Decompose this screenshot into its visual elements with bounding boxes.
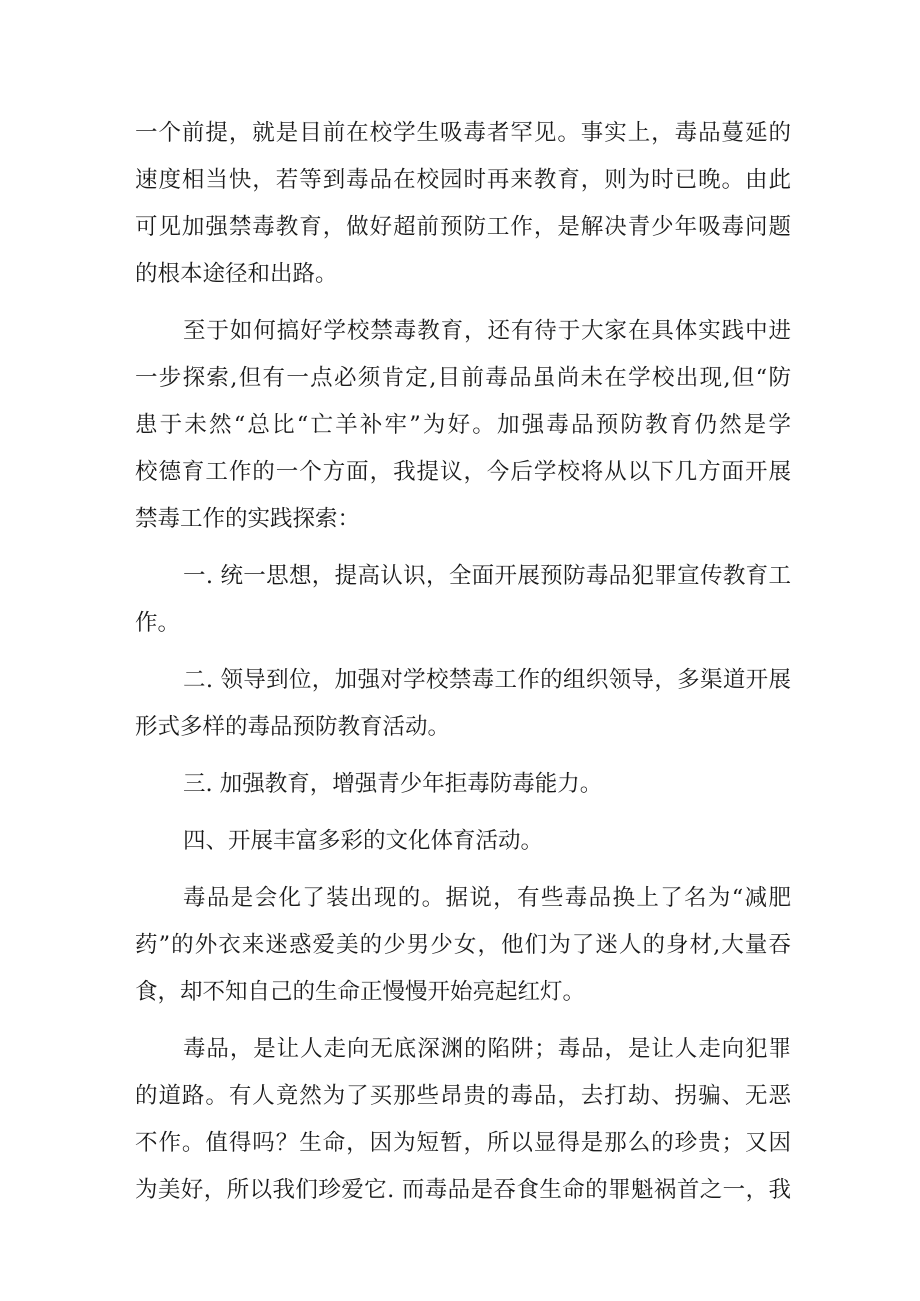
paragraph — [135, 308, 791, 543]
text-line: 二. 领导到位，加强对学校禁毒工作的组织领导，多渠道开展 — [183, 667, 791, 693]
text-line: 毒品，是让人走向无底深渊的陷阱；毒品，是让人走向犯罪 — [183, 1036, 791, 1062]
text-line: 可见加强禁毒教育，做好超前预防工作，是解决青少年吸毒问题 — [135, 214, 791, 240]
text-line: 患于未然“总比“亡羊补牢”为好。加强毒品预防教育仍然是学 — [135, 412, 791, 438]
text-line: 为美好，所以我们珍爱它. 而毒品是吞食生命的罪魁祸首之一，我 — [135, 1177, 791, 1203]
paragraph-gap — [135, 751, 791, 761]
text-line: 毒品是会化了装出现的。据说，有些毒品换上了名为“减肥 — [183, 885, 791, 911]
paragraph-gap — [135, 865, 791, 875]
text-line: 作。 — [135, 610, 181, 636]
text-line: 至于如何搞好学校禁毒教育，还有待于大家在具体实践中进 — [183, 318, 791, 344]
paragraph-gap — [135, 808, 791, 818]
paragraph-gap — [135, 647, 791, 657]
text-line: 的道路。有人竟然为了买那些昂贵的毒品，去打劫、拐骗、无恶 — [135, 1083, 791, 1109]
paragraph — [135, 818, 791, 865]
paragraph — [135, 761, 791, 808]
text-line: 一个前提，就是目前在校学生吸毒者罕见。事实上，毒品蔓延的 — [135, 120, 791, 146]
text-line: 不作。值得吗？生命，因为短暂，所以显得是那么的珍贵；又因 — [135, 1130, 791, 1156]
text-line: 食，却不知自己的生命正慢慢开始亮起红灯。 — [135, 979, 586, 1005]
text-line: 一. 统一思想，提高认识，全面开展预防毒品犯罪宣传教育工 — [183, 563, 791, 589]
paragraph — [135, 875, 791, 1016]
text-line: 形式多样的毒品预防教育活动。 — [135, 714, 451, 740]
paragraph-gap — [135, 1016, 791, 1026]
paragraph — [135, 553, 791, 647]
paragraph — [135, 1026, 791, 1214]
text-line: 的根本途径和出路。 — [135, 261, 338, 287]
text-line: 四、开展丰富多彩的文化体育活动。 — [183, 828, 544, 854]
paragraph-gap — [135, 543, 791, 553]
paragraph-gap — [135, 298, 791, 308]
text-line: 禁毒工作的实践探索： — [135, 506, 361, 532]
document-body — [135, 110, 791, 1214]
text-line: 速度相当快，若等到毒品在校园时再来教育，则为时已晚。由此 — [135, 167, 791, 193]
text-line: 三. 加强教育，增强青少年拒毒防毒能力。 — [183, 771, 603, 797]
text-line: 校德育工作的一个方面，我提议，今后学校将从以下几方面开展 — [135, 459, 791, 485]
text-line: 药”的外衣来迷惑爱美的少男少女，他们为了迷人的身材,大量吞 — [135, 932, 791, 958]
paragraph — [135, 657, 791, 751]
paragraph — [135, 110, 791, 298]
text-line: 一步探索,但有一点必须肯定,目前毒品虽尚未在学校出现,但“防 — [135, 365, 791, 391]
